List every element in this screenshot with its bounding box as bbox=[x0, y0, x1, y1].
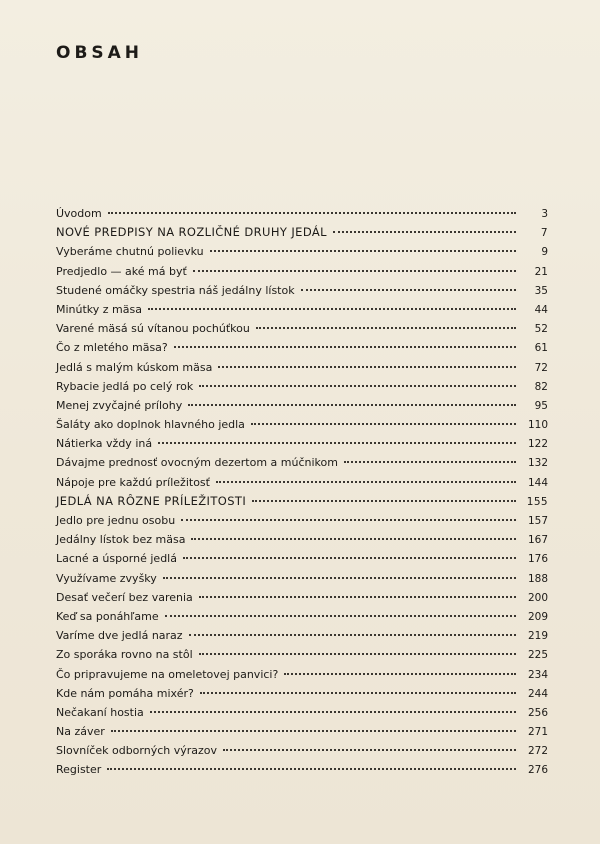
toc-entry bbox=[56, 607, 548, 626]
toc-entry-label: Vyberáme chutnú polievku bbox=[56, 245, 204, 259]
toc-entry-label: Čo pripravujeme na omeletovej panvici? bbox=[56, 667, 279, 681]
dot-leader bbox=[251, 423, 516, 425]
dot-leader bbox=[199, 653, 516, 655]
dot-leader bbox=[252, 500, 516, 502]
toc-entry-label: Kde nám pomáha mixér? bbox=[56, 686, 194, 700]
toc-section-heading bbox=[56, 223, 548, 242]
toc-entry-page: 155 bbox=[526, 495, 548, 508]
toc-entry-label: Menej zvyčajné prílohy bbox=[56, 398, 183, 412]
table-of-contents bbox=[56, 204, 548, 780]
toc-entry-page: 244 bbox=[527, 687, 548, 700]
dot-leader bbox=[301, 289, 516, 291]
toc-entry bbox=[56, 722, 548, 741]
toc-entry-label: Register bbox=[56, 763, 102, 777]
toc-entry-page: 219 bbox=[527, 630, 548, 643]
toc-entry bbox=[56, 703, 548, 722]
toc-entry-page: 144 bbox=[527, 476, 548, 489]
dot-leader bbox=[174, 346, 516, 348]
toc-entry bbox=[56, 434, 548, 453]
toc-entry-label: Čo z mletého mäsa? bbox=[56, 341, 168, 355]
toc-entry-label: Desať večerí bez varenia bbox=[56, 590, 193, 604]
toc-entry-label: NOVÉ PREDPISY NA ROZLIČNÉ DRUHY JEDÁL bbox=[56, 225, 327, 240]
dot-leader bbox=[210, 250, 516, 252]
dot-leader bbox=[218, 366, 516, 368]
toc-entry-label: Studené omáčky spestria náš jedálny lístok bbox=[56, 283, 295, 297]
toc-entry-page: 132 bbox=[527, 457, 548, 470]
toc-entry-page: 167 bbox=[527, 534, 548, 547]
toc-entry-page: 234 bbox=[527, 668, 548, 681]
toc-entry-page: 176 bbox=[527, 553, 548, 566]
toc-entry bbox=[56, 377, 548, 396]
dot-leader bbox=[200, 692, 516, 694]
toc-entry-label: Využívame zvyšky bbox=[56, 571, 157, 585]
toc-entry bbox=[56, 242, 548, 261]
toc-entry bbox=[56, 549, 548, 568]
dot-leader bbox=[191, 538, 516, 540]
toc-entry bbox=[56, 588, 548, 607]
toc-entry bbox=[56, 530, 548, 549]
toc-entry-page: 209 bbox=[527, 610, 548, 623]
toc-entry bbox=[56, 626, 548, 645]
toc-entry-page: 82 bbox=[534, 380, 548, 393]
toc-entry-label: Varené mäsá sú vítanou pochúťkou bbox=[56, 322, 250, 336]
page-title: OBSAH bbox=[56, 43, 144, 63]
toc-entry bbox=[56, 684, 548, 703]
toc-entry-page: 61 bbox=[534, 342, 548, 355]
dot-leader bbox=[199, 385, 516, 387]
dot-leader bbox=[199, 596, 516, 598]
toc-entry bbox=[56, 415, 548, 434]
toc-entry-page: 35 bbox=[534, 284, 548, 297]
toc-entry bbox=[56, 760, 548, 779]
toc-entry-label: Jedlá s malým kúskom mäsa bbox=[56, 360, 213, 374]
toc-entry-page: 21 bbox=[534, 265, 548, 278]
toc-entry bbox=[56, 262, 548, 281]
dot-leader bbox=[256, 327, 516, 329]
toc-entry-label: Keď sa ponáhľame bbox=[56, 609, 159, 623]
toc-entry-page: 9 bbox=[541, 246, 548, 259]
toc-entry-page: 200 bbox=[527, 591, 548, 604]
dot-leader bbox=[344, 461, 516, 463]
toc-entry-page: 225 bbox=[527, 649, 548, 662]
toc-entry-label: Slovníček odborných výrazov bbox=[56, 744, 218, 758]
toc-entry-page: 122 bbox=[527, 438, 548, 451]
toc-entry-label: Nápoje pre každú príležitosť bbox=[56, 475, 210, 489]
dot-leader bbox=[181, 519, 516, 521]
dot-leader bbox=[223, 749, 516, 751]
toc-entry-page: 256 bbox=[527, 706, 548, 719]
dot-leader bbox=[188, 404, 516, 406]
toc-entry-page: 3 bbox=[541, 208, 548, 220]
toc-entry-label: Úvodom bbox=[56, 207, 102, 220]
dot-leader bbox=[107, 768, 516, 770]
toc-entry-page: 72 bbox=[534, 361, 548, 374]
dot-leader bbox=[333, 231, 516, 233]
toc-entry-label: Na záver bbox=[56, 725, 105, 739]
toc-entry-page: 272 bbox=[527, 745, 548, 758]
toc-entry-label: Dávajme prednosť ovocným dezertom a múčnikom bbox=[56, 456, 338, 470]
toc-entry-label: Jedálny lístok bez mäsa bbox=[56, 533, 186, 547]
toc-entry-label: Rybacie jedlá po celý rok bbox=[56, 379, 194, 393]
dot-leader bbox=[158, 442, 516, 444]
toc-entry-label: Lacné a úsporné jedlá bbox=[56, 552, 177, 566]
dot-leader bbox=[183, 557, 516, 559]
toc-entry-label: Nátierka vždy iná bbox=[56, 437, 153, 451]
toc-entry-page: 95 bbox=[534, 399, 548, 412]
toc-entry-label: JEDLÁ NA RÔZNE PRÍLEŽITOSTI bbox=[56, 493, 247, 508]
toc-entry-label: Jedlo pre jednu osobu bbox=[56, 514, 176, 527]
toc-entry bbox=[56, 204, 548, 223]
toc-entry-page: 110 bbox=[527, 419, 548, 432]
toc-entry bbox=[56, 665, 548, 684]
dot-leader bbox=[148, 308, 516, 310]
dot-leader bbox=[111, 730, 516, 732]
toc-entry bbox=[56, 300, 548, 319]
toc-entry-page: 271 bbox=[527, 726, 548, 739]
toc-entry bbox=[56, 569, 548, 588]
dot-leader bbox=[216, 481, 516, 483]
dot-leader bbox=[150, 711, 516, 713]
toc-entry bbox=[56, 281, 548, 300]
toc-entry-page: 276 bbox=[527, 764, 548, 777]
toc-entry bbox=[56, 473, 548, 492]
toc-entry bbox=[56, 741, 548, 760]
dot-leader bbox=[193, 270, 516, 272]
toc-entry-label: Predjedlo — aké má byť bbox=[56, 264, 187, 278]
dot-leader bbox=[108, 212, 516, 214]
toc-entry bbox=[56, 396, 548, 415]
toc-entry-label: Varíme dve jedlá naraz bbox=[56, 629, 183, 643]
dot-leader bbox=[163, 577, 516, 579]
toc-entry bbox=[56, 358, 548, 377]
dot-leader bbox=[284, 673, 516, 675]
toc-entry-label: Šaláty ako doplnok hlavného jedla bbox=[56, 418, 245, 432]
toc-section-heading bbox=[56, 492, 548, 511]
toc-entry-label: Nečakaní hostia bbox=[56, 705, 144, 719]
dot-leader bbox=[165, 615, 516, 617]
toc-entry bbox=[56, 338, 548, 357]
toc-entry-page: 7 bbox=[540, 227, 548, 240]
toc-entry-page: 44 bbox=[534, 303, 548, 316]
toc-entry-label: Minútky z mäsa bbox=[56, 302, 142, 316]
toc-entry-page: 52 bbox=[534, 323, 548, 336]
toc-entry bbox=[56, 453, 548, 472]
toc-entry bbox=[56, 319, 548, 338]
toc-entry-page: 157 bbox=[527, 515, 548, 527]
toc-entry bbox=[56, 645, 548, 664]
toc-entry-label: Zo sporáka rovno na stôl bbox=[56, 648, 193, 662]
toc-entry bbox=[56, 511, 548, 530]
toc-entry-page: 188 bbox=[527, 572, 548, 585]
dot-leader bbox=[189, 634, 516, 636]
